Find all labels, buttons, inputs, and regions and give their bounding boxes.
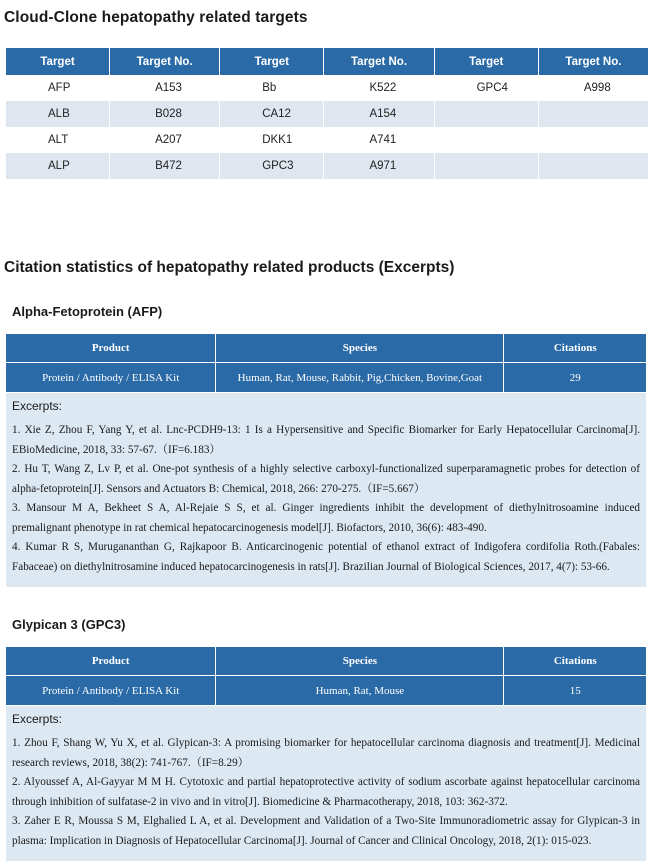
targets-header-row [6,48,648,75]
table-cell [435,153,539,179]
header-target-no-3: Target No. [539,48,648,75]
species-list: Human, Rat, Mouse [216,676,504,705]
page-title: Cloud-Clone hepatopathy related targets [4,9,308,26]
reference-item: 1. Zhou F, Shang W, Yu X, et al. Glypican‐3: A promising biomarker for hepatocellular carcinoma diagnosis and treatment[J]. Medicinal research reviews, 2018, 38(2): 741-767.（IF=8.29） [12,737,640,769]
citation-heading: Citation statistics of hepatopathy related products (Excerpts) [4,259,455,276]
table-cell: K522 [324,75,434,101]
product-table-row [6,362,646,392]
table-cell: A971 [324,153,434,179]
table-cell: ALP [6,153,110,179]
table-row [6,127,648,153]
table-row [6,101,648,127]
table-cell [435,127,539,153]
table-cell: GPC3 [220,153,324,179]
table-cell: AFP [6,75,110,101]
header-product: Product [6,647,216,675]
product-block-gpc3 [6,647,646,861]
table-cell: B028 [110,101,220,127]
product-title-gpc3: Glypican 3 (GPC3) [12,617,126,632]
product-table-header [6,334,646,362]
table-cell [539,127,648,153]
header-target-no-2: Target No. [324,48,434,75]
table-cell: ALB [6,101,110,127]
table-cell: Bb [220,75,324,101]
reference-item: 3. Mansour M A, Bekheet S A, Al‐Rejaie S S, et al. Ginger ingredients inhibit the development of diethylnitrosoamine induced premalignant phenotype in rat chemical hepatocarcinogenesis model[J]. Biofactors, 2010, 36(6): 483-490. [12,502,640,534]
table-cell [435,101,539,127]
header-target-1: Target [6,48,110,75]
reference-item: 4. Kumar R S, Murugananthan G, Rajkapoor B. Anticarcinogenic potential of ethanol extract of Indigofera cordifolia Roth.(Fabales: Fabaceae) on diethylnitrosamine induced hepatocarcinogenesis in rats[J]. Brazilian Journal of Biological Sciences, 2017, 4(7): 53-66. [12,541,640,573]
table-cell: CA12 [220,101,324,127]
reference-item: 2. Hu T, Wang Z, Lv P, et al. One-pot synthesis of a highly selective carboxyl-functionalized superparamagnetic probes for detection of alpha-fetoprotein[J]. Sensors and Actuators B: Chemical, 2018, 266: 270-275.（IF=5.667） [12,463,640,495]
product-type: Protein / Antibody / ELISA Kit [6,363,216,392]
species-list: Human, Rat, Mouse, Rabbit, Pig,Chicken, Bovine,Goat [216,363,504,392]
reference-item: 1. Xie Z, Zhou F, Yang Y, et al. Lnc-PCDH9-13: 1 Is a Hypersensitive and Specific Biomarker for Early Hepatocellular Carcinoma[J]. EBioMedicine, 2018, 33: 57-67.（IF=6.183） [12,424,640,456]
header-citations: Citations [553,655,597,667]
header-target-no-1: Target No. [110,48,220,75]
header-target-3: Target [435,48,539,75]
table-row [6,153,648,179]
header-target-2: Target [220,48,324,75]
table-cell [539,153,648,179]
product-table-row [6,675,646,705]
table-cell: A153 [110,75,220,101]
product-type: Protein / Antibody / ELISA Kit [6,676,216,705]
excerpts-panel [6,393,646,587]
header-product: Product [6,334,216,362]
table-cell: GPC4 [435,75,539,101]
table-row [6,75,648,101]
header-species: Species [216,334,504,362]
product-block-afp [6,334,646,587]
citation-count: 15 [569,684,581,697]
reference-item: 3. Zaher E R, Moussa S M, Elghalied L A, et al. Development and Validation of a Two-Site Immunoradiometric assay for Glypican-3 in plasma: Implication in Diagnosis of Hepatocellular Carcinoma[J]. Journal of Cancer and Clinical Oncology, 2018, 2(1): 015-023. [12,815,640,847]
excerpts-label: Excerpts: [12,399,63,413]
product-table-header [6,647,646,675]
reference-item: 2. Alyoussef A, Al-Gayyar M M H. Cytotoxic and partial hepatoprotective activity of sodium ascorbate against hepatocellular carcinoma through inhibition of sulfatase-2 in vivo and in vitro[J]. Biomedicine & Pharmacotherapy, 2018, 103: 362-372. [12,776,640,808]
table-cell: A741 [324,127,434,153]
targets-table [6,48,648,179]
table-cell: ALT [6,127,110,153]
product-title-afp: Alpha-Fetoprotein (AFP) [12,304,163,319]
table-cell: B472 [110,153,220,179]
excerpts-panel [6,706,646,861]
table-cell: DKK1 [220,127,324,153]
table-cell: A998 [539,75,648,101]
table-cell: A207 [110,127,220,153]
table-cell [539,101,648,127]
table-cell: A154 [324,101,434,127]
excerpts-label: Excerpts: [12,712,63,726]
header-species: Species [216,647,504,675]
header-citations: Citations [553,342,597,354]
citation-count: 29 [569,371,581,384]
